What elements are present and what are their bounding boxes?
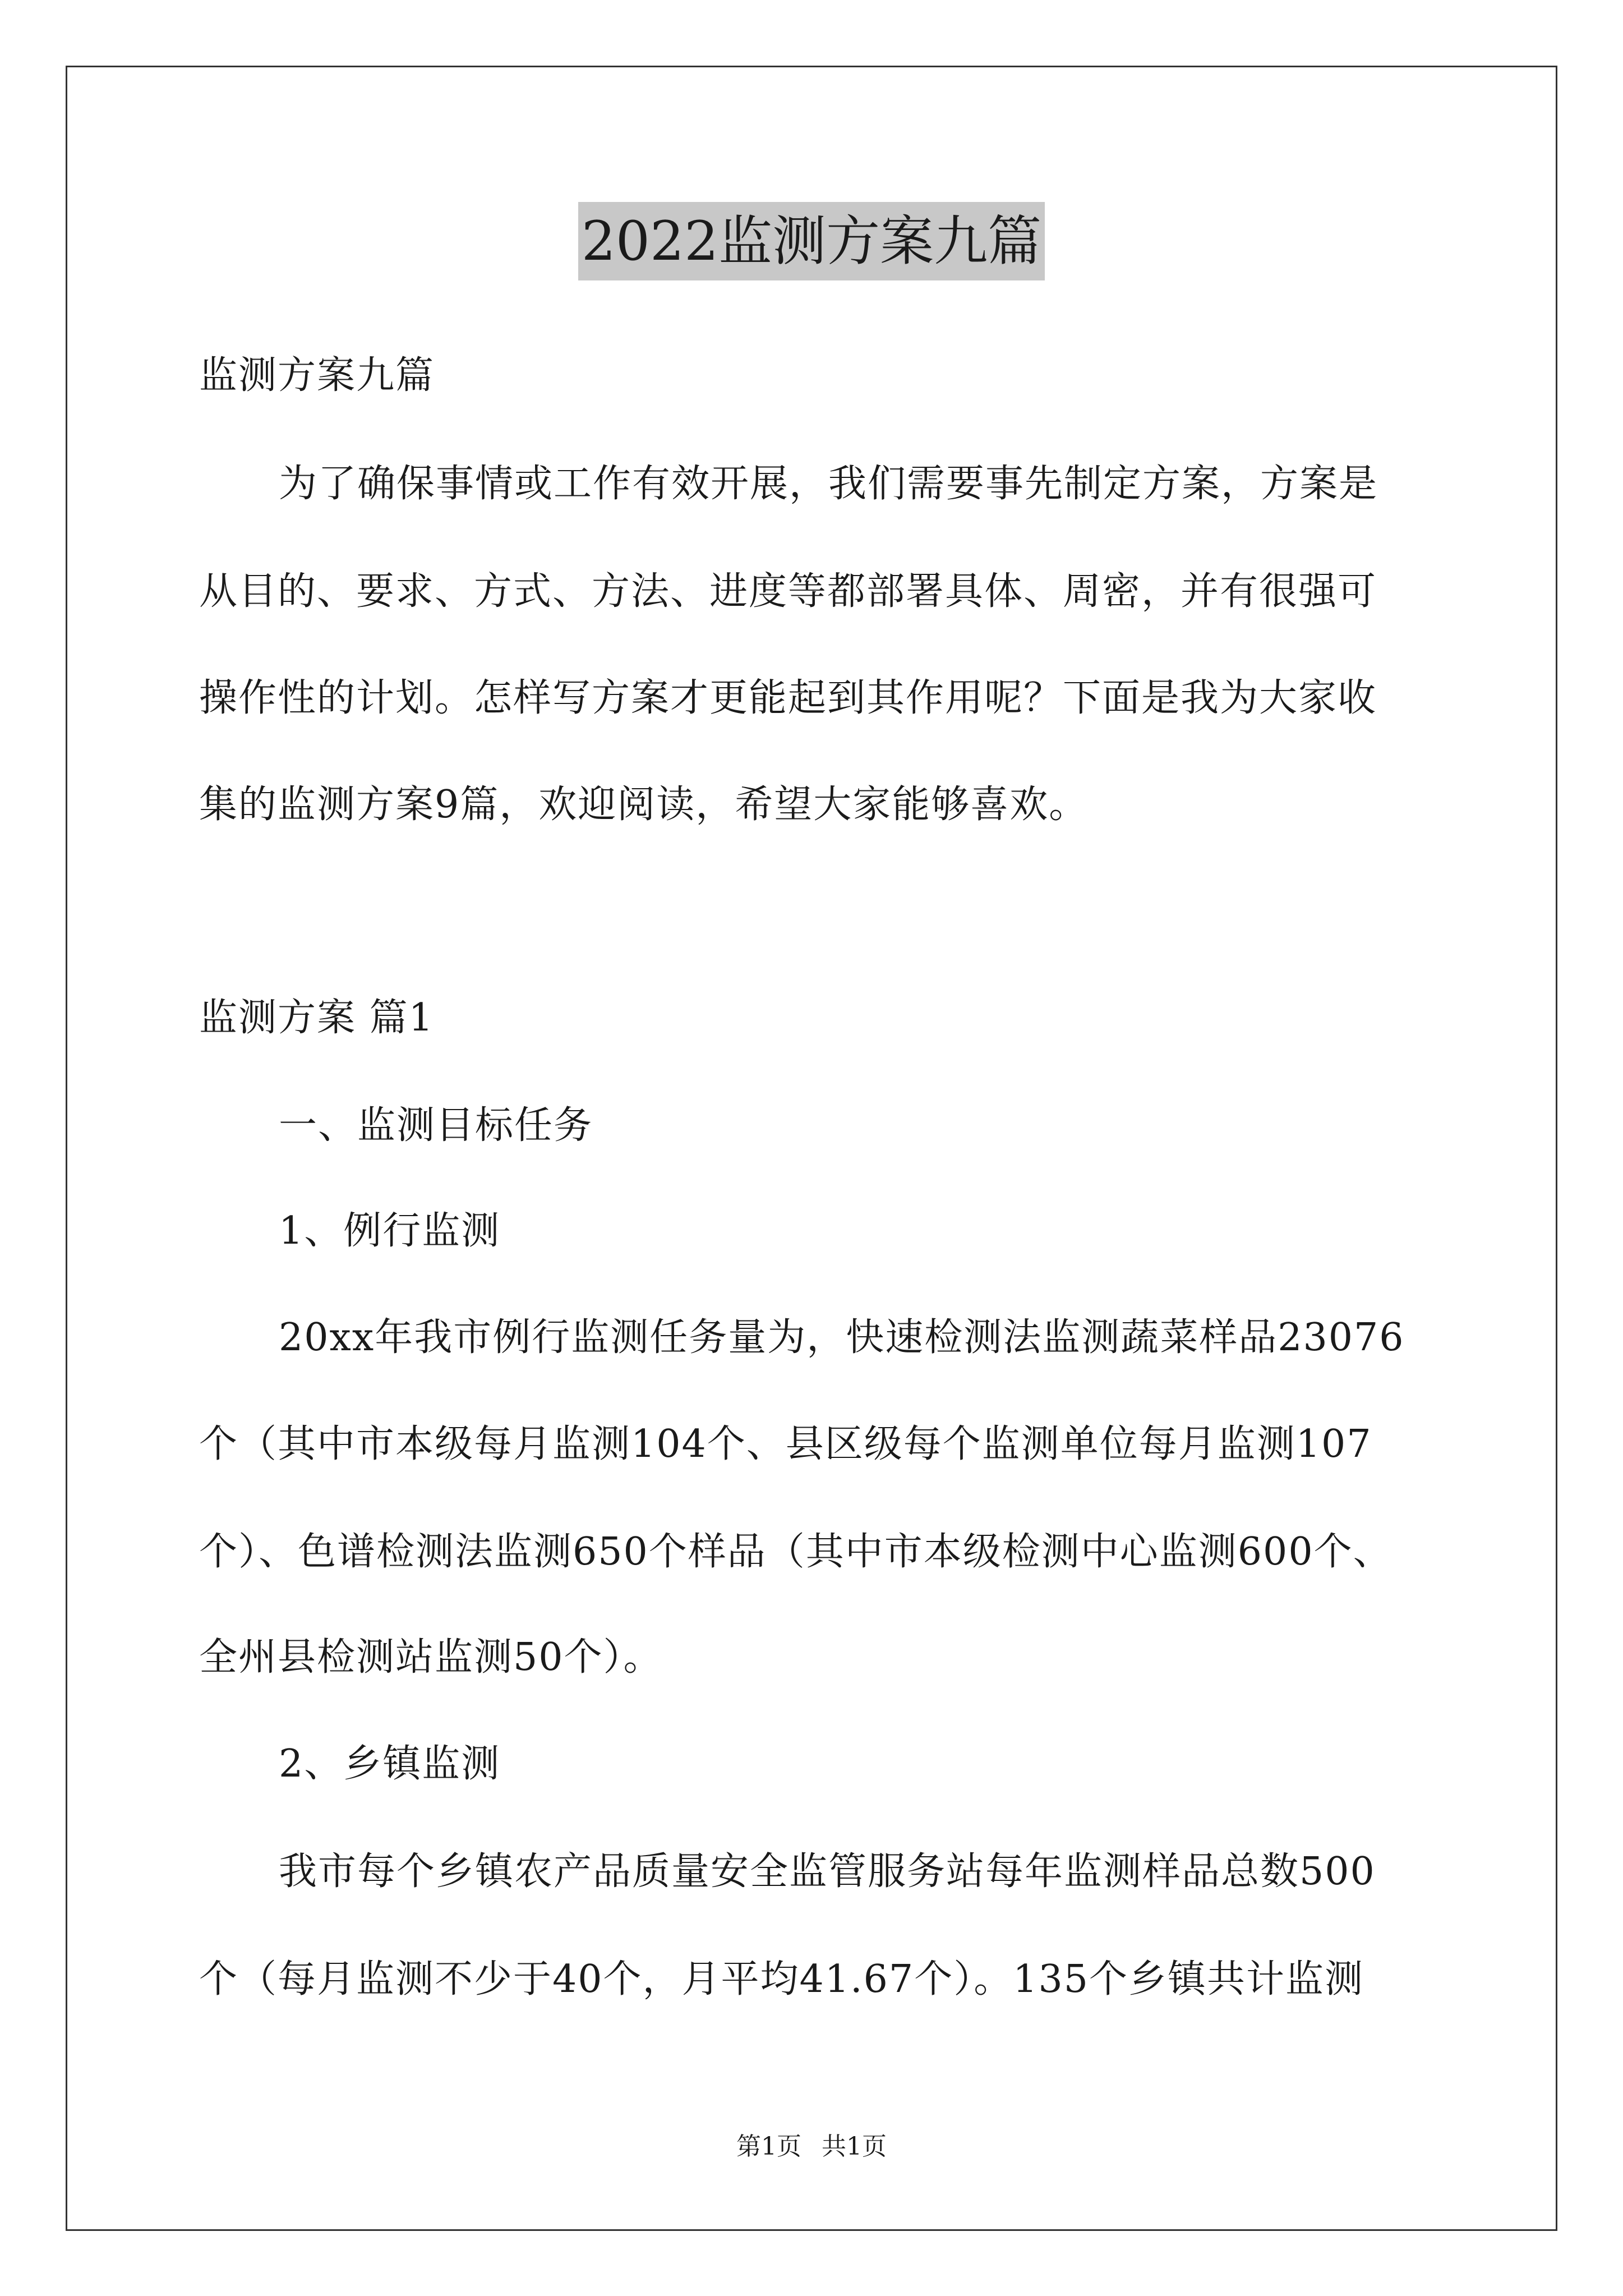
para1-line-2: 个（其中市本级每月监测104个、县区级每个监测单位每月监测107 — [199, 1422, 1372, 1466]
item-heading-1: 一、监测目标任务 — [279, 1103, 593, 1148]
page-number: 第1页 — [736, 2132, 801, 2161]
title-container — [0, 202, 1623, 280]
para1-line-1: 20xx年我市例行监测任务量为，快速检测法监测蔬菜样品23076 — [279, 1315, 1405, 1360]
intro-line-4: 集的监测方案9篇，欢迎阅读，希望大家能够喜欢。 — [199, 783, 1089, 827]
section-heading: 监测方案 篇1 — [199, 996, 434, 1040]
document-title: 2022监测方案九篇 — [578, 202, 1045, 280]
item-heading-1-1: 1、例行监测 — [279, 1209, 501, 1253]
intro-line-3: 操作性的计划。怎样写方案才更能起到其作用呢？下面是我为大家收 — [199, 676, 1377, 720]
para2-line-2: 个（每月监测不少于40个，月平均41.67个）。135个乡镇共计监测 — [199, 1957, 1364, 2001]
page-total: 共1页 — [822, 2132, 887, 2161]
document-subtitle: 监测方案九篇 — [199, 353, 435, 398]
intro-line-2: 从目的、要求、方式、方法、进度等都部署具体、周密，并有很强可 — [199, 569, 1377, 614]
para2-line-1: 我市每个乡镇农产品质量安全监管服务站每年监测样品总数500 — [279, 1849, 1376, 1894]
para1-line-3: 个）、色谱检测法监测650个样品（其中市本级检测中心监测600个、 — [199, 1530, 1393, 1574]
page-footer — [0, 2130, 1623, 2164]
para1-line-4: 全州县检测站监测50个）。 — [199, 1635, 663, 1680]
item-heading-1-2: 2、乡镇监测 — [279, 1742, 501, 1786]
intro-line-1: 为了确保事情或工作有效开展，我们需要事先制定方案，方案是 — [279, 462, 1378, 506]
